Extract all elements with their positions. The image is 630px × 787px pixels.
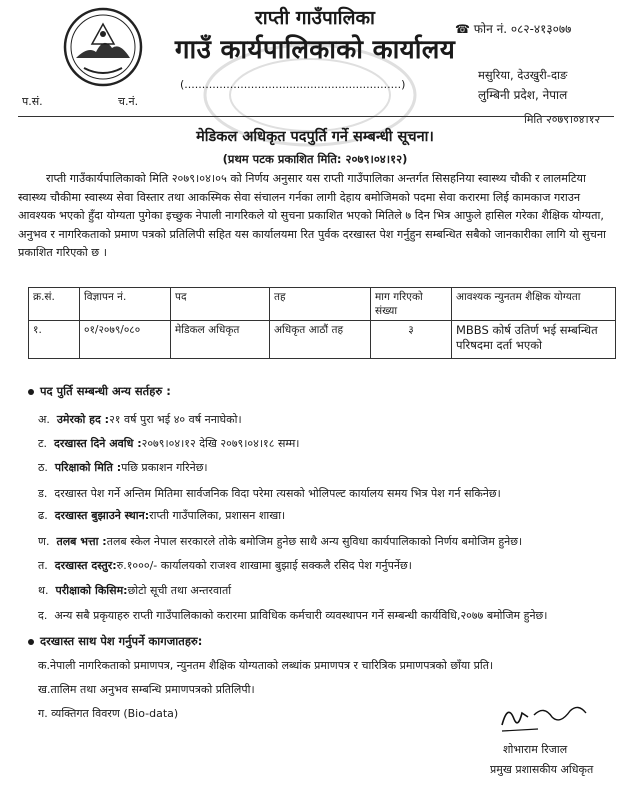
notice-subtitle: (प्रथम पटक प्रकाशित मिति: २०७९।०४।१२) — [222, 152, 408, 166]
phone-number: ☎ फोन नं. ०८२-४१३०७७ — [455, 22, 572, 36]
condition-text: दरखास्त पेश गर्ने अन्तिम मितिमा सार्वजनिक विदा परेमा त्यसको भोलिपल्ट कार्यालय समय भित्र पेश गर्न सकिनेछ। — [54, 487, 501, 500]
condition-text: पछि प्रकाशन गरिनेछ। — [121, 461, 208, 474]
condition-letter: द. — [38, 609, 48, 622]
condition-text: रु.१०००/- कार्यालयको राजश्व शाखामा बुझाई सक्कलै रसिद पेश गर्नुपर्नेछ। — [116, 559, 412, 572]
condition-letter: ठ. — [38, 461, 48, 474]
table-header-cell: तह — [270, 288, 371, 321]
condition-letter: ढ. — [38, 509, 48, 522]
condition-letter: त. — [38, 559, 48, 572]
condition-label: परिक्षाको मिति : — [54, 461, 122, 474]
condition-text: २१ वर्ष पुरा भई ४० वर्ष ननाघेको। — [109, 413, 242, 426]
handwritten-signature — [498, 695, 590, 735]
condition-text: अन्य सबै प्रकृयाहरु राप्ती गाउँपालिकाको करारमा प्राविधिक कर्मचारी व्यवस्थापन गर्ने सम्बन्धी कार्यविधि,२०७७ बमोजिम हुनेछ। — [54, 609, 548, 622]
signatory-name: शोभाराम रिजाल — [503, 743, 568, 756]
condition-item — [38, 534, 522, 549]
condition-letter: अ. — [38, 413, 50, 426]
table-cell: १. — [29, 321, 80, 359]
notice-title: मेडिकल अधिकृत पदपुर्ति गर्ने सम्बन्धी सूचना। — [196, 129, 434, 145]
condition-label: उमेरको हद : — [56, 413, 110, 426]
dotted-line: (..............................................................) — [180, 78, 406, 91]
table-cell: अधिकृत आठौं तह — [270, 321, 371, 359]
letter-date: मिति २०७९।०४।१२ — [524, 113, 601, 126]
condition-item — [38, 508, 285, 523]
table-header-cell: माग गरिएको संख्या — [371, 288, 452, 321]
condition-label: दरखास्त दस्तुर: — [54, 559, 117, 572]
condition-text: राप्ती गाउँपालिका, प्रशासन शाखा। — [149, 509, 286, 522]
condition-label: दरखास्त बुझाउने स्थान: — [54, 509, 150, 522]
table-cell: ३ — [371, 321, 452, 359]
documents-heading — [28, 634, 202, 649]
notice-paragraph: राप्ती गाउँकार्यपालिकाको मिति २०७९।०४।०५ को निर्णय अनुसार यस राप्ती गाउँपालिका अन्तर्गत सिसहनिया स्वास्थ्य चौकी र लालमटिया स्वास्थ्य चौकीमा स्वास्थ्य सेवा विस्तार तथा आकस्मिक सेवा संचालन गर्नका लागी देहाय बमोजिमको पदमा सेवा करारमा लिई कामकाज गराउन आवश्यक भएको हुँदा योग्यता पुगेका इच्छुक नेपाली नागरिकले यो सुचना प्रकाशित भएको मितिले ७ दिन भित्र आफुले हासिल गरेका शैक्षिक योग्यता, अनुभव र नागरिकताको प्रमाण पत्रको प्रतिलिपी सहित यस कार्यालयमा रित पुर्वक दरखास्त पेश गर्नुहुन सम्बन्धित सबैको जानकारीका लागि यो सुचना प्रकाशित गरिएको छ । — [18, 172, 606, 259]
header-divider — [18, 116, 614, 117]
document-item: ग. व्यक्तिगत विवरण (Bio-data) — [38, 707, 179, 720]
signatory-designation: प्रमुख प्रशासकीय अधिकृत — [490, 763, 594, 776]
ps-label: प.सं. — [22, 95, 43, 108]
table-row — [29, 321, 616, 359]
condition-label: परीक्षाको किसिम: — [55, 584, 128, 597]
table-header-cell: पद — [171, 288, 270, 321]
address-line-2: लुम्बिनी प्रदेश, नेपाल — [478, 88, 568, 102]
condition-letter: थ. — [38, 584, 49, 597]
condition-text: तलब स्केल नेपाल सरकारले तोके बमोजिम हुनेछ साथै अन्य सुविधा कार्यपालिकाको निर्णय बमोजिम हुनेछ। — [106, 535, 523, 548]
table-header-cell: विज्ञापन नं. — [80, 288, 171, 321]
table-cell: MBBS कोर्ष उतिर्ण भई सम्बन्धित परिषदमा दर्ता भएको — [452, 321, 616, 359]
table-cell: ०१/२०७९/०८० — [80, 321, 171, 359]
bullet-icon — [28, 389, 34, 395]
conditions-heading-text: पद पुर्ति सम्बन्धी अन्य सर्तहरु : — [40, 384, 171, 398]
cn-label: च.नं. — [118, 95, 139, 108]
condition-letter: ड. — [38, 487, 48, 500]
condition-item — [38, 412, 242, 427]
condition-item — [38, 486, 501, 501]
conditions-heading — [28, 384, 171, 399]
table-header-cell: क्र.सं. — [29, 288, 80, 321]
condition-label: तलब भत्ता : — [56, 535, 107, 548]
condition-item — [38, 558, 412, 573]
documents-heading-text: दरखास्त साथ पेश गर्नुपर्ने कागजातहरु: — [40, 634, 203, 648]
address-line-1: मसुरिया, देउखुरी-दाङ — [478, 68, 568, 82]
condition-label: दरखास्त दिने अवधि : — [54, 437, 142, 450]
document-item: क.नेपाली नागरिकताको प्रमाणपत्र, न्युनतम शैक्षिक योग्यताको लब्धांक प्रमाणपत्र र चारित्रिक प्रमाणपत्रको छाँया प्रति। — [38, 659, 494, 672]
table-header-row — [29, 288, 616, 321]
condition-item — [38, 436, 299, 451]
condition-item — [38, 583, 231, 598]
bullet-icon — [28, 639, 34, 645]
condition-item — [38, 608, 547, 623]
table-cell: मेडिकल अधिकृत — [171, 321, 270, 359]
municipality-name: राप्ती गाउँपालिका — [255, 7, 375, 29]
office-name: गाउँ कार्यपालिकाको कार्यालय — [174, 35, 456, 65]
vacancy-table — [28, 287, 616, 359]
condition-letter: ण. — [38, 535, 50, 548]
condition-letter: ट. — [38, 437, 48, 450]
condition-text: छोटो सूची तथा अन्तरवार्ता — [127, 584, 232, 597]
condition-text: २०७९।०४।१२ देखि २०७९।०४।१८ सम्म। — [141, 437, 300, 450]
document-item: ख.तालिम तथा अनुभव सम्बन्धि प्रमाणपत्रको प्रतिलिपी। — [38, 683, 255, 696]
table-header-cell: आवश्यक न्युनतम शैक्षिक योग्यता — [452, 288, 616, 321]
condition-item — [38, 460, 208, 475]
